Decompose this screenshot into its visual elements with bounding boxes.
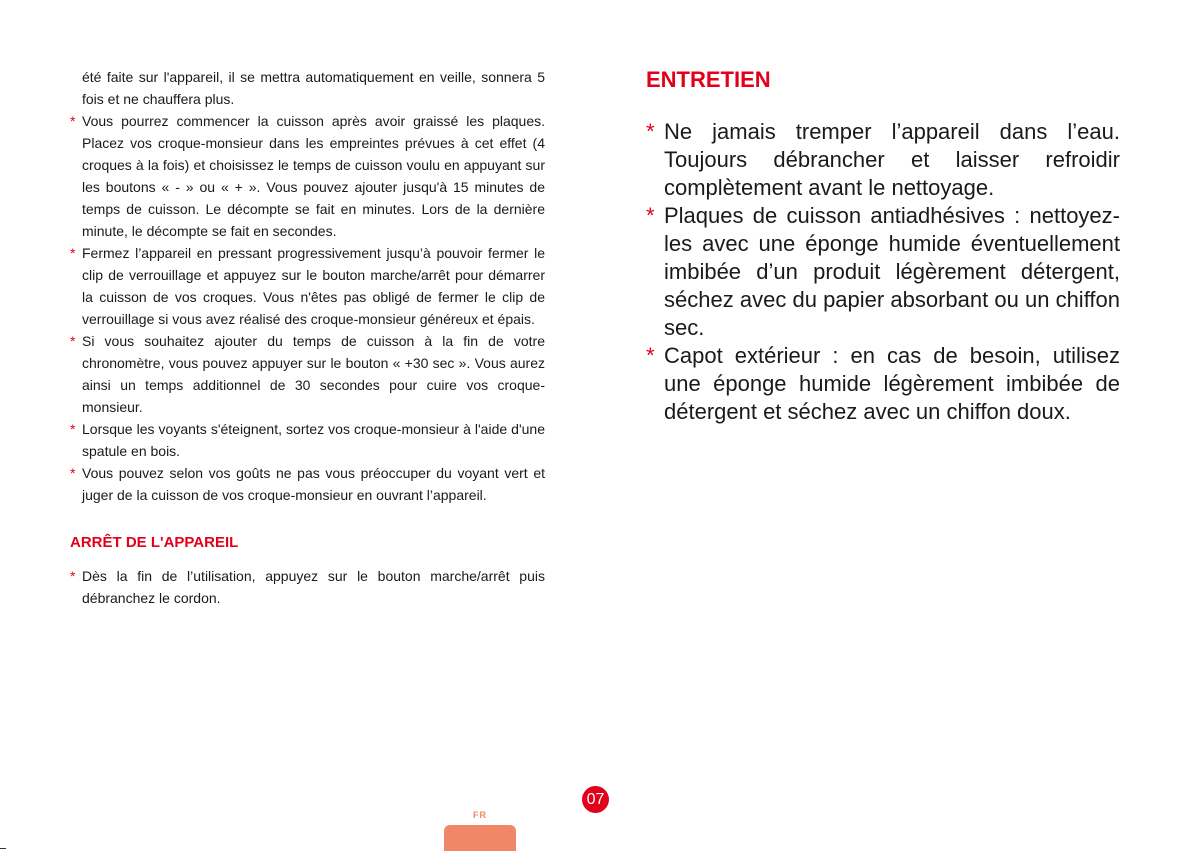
bullet-star-icon: *: [70, 113, 76, 129]
list-item: [70, 330, 545, 418]
bullet-star-icon: *: [646, 203, 655, 228]
bullet-star-icon: *: [70, 421, 76, 437]
section-title-entretien: ENTRETIEN: [646, 67, 771, 92]
list-item: [70, 418, 545, 462]
paragraph-text: Vous pouvez selon vos goûts ne pas vous préoccuper du voyant vert et juger de la cuisson de vos croque-monsieur en ouvrant l’appareil.: [82, 465, 545, 503]
bullet-star-icon: *: [70, 568, 76, 584]
list-item: [70, 565, 545, 609]
bullet-star-icon: *: [70, 245, 76, 261]
list-item: [646, 202, 1120, 342]
list-item: [70, 66, 545, 110]
bullet-star-icon: *: [70, 465, 76, 481]
bullet-star-icon: *: [70, 333, 76, 349]
list-item: [70, 462, 545, 506]
language-label: FR: [473, 810, 487, 820]
paragraph-text: Si vous souhaitez ajouter du temps de cuisson à la fin de votre chronomètre, vous pouvez appuyer sur le bouton « +30 sec ». Vous aurez ainsi un temps additionnel de 30 secondes pour cuire vos croque-monsieur.: [82, 333, 545, 415]
paragraph-text: Dès la fin de l’utilisation, appuyez sur le bouton marche/arrêt puis débranchez le cordon.: [82, 568, 545, 606]
right-column: [646, 66, 1120, 426]
list-item: [70, 110, 545, 242]
left-column: [70, 66, 545, 609]
bullet-star-icon: *: [646, 343, 655, 368]
paragraph-text: Plaques de cuisson antiadhésives : nettoyez-les avec une éponge humide éventuellement imbibée d’un produit légèrement détergent, séchez avec du papier absorbant ou un chiffon sec.: [664, 203, 1120, 340]
list-item: [646, 342, 1120, 426]
crop-mark: [0, 848, 6, 849]
bullet-star-icon: *: [646, 119, 655, 144]
language-tab: [444, 825, 516, 851]
section-title: ARRÊT DE L'APPAREIL: [70, 534, 239, 551]
paragraph-text: été faite sur l'appareil, il se mettra automatiquement en veille, sonnera 5 fois et ne chauffera plus.: [82, 69, 545, 107]
list-item: [70, 242, 545, 330]
paragraph-text: Ne jamais tremper l’appareil dans l’eau. Toujours débrancher et laisser refroidir complètement avant le nettoyage.: [664, 119, 1120, 200]
paragraph-text: Fermez l’appareil en pressant progressivement jusqu’à pouvoir fermer le clip de verrouillage et appuyez sur le bouton marche/arrêt pour démarrer la cuisson de vos croques. Vous n'êtes pas obligé de fermer le clip de verrouillage si vous avez réalisé des croque-monsieur généreux et épais.: [82, 245, 545, 327]
list-item: [646, 118, 1120, 202]
paragraph-text: Lorsque les voyants s'éteignent, sortez vos croque-monsieur à l'aide d'une spatule en bois.: [82, 421, 545, 459]
paragraph-text: Capot extérieur : en cas de besoin, utilisez une éponge humide légèrement imbibée de détergent et séchez avec un chiffon doux.: [664, 343, 1120, 424]
paragraph-text: Vous pourrez commencer la cuisson après avoir graissé les plaques. Placez vos croque-monsieur dans les empreintes prévues à cet effet (4 croques à la fois) et choisissez le temps de cuisson voulu en appuyant sur les boutons « - » ou « + ». Vous pouvez ajouter jusqu'à 15 minutes de temps de cuisson. Le décompte se fait en minutes. Lors de la dernière minute, le décompte se fait en secondes.: [82, 113, 545, 239]
page-number-badge: 07: [582, 786, 609, 813]
